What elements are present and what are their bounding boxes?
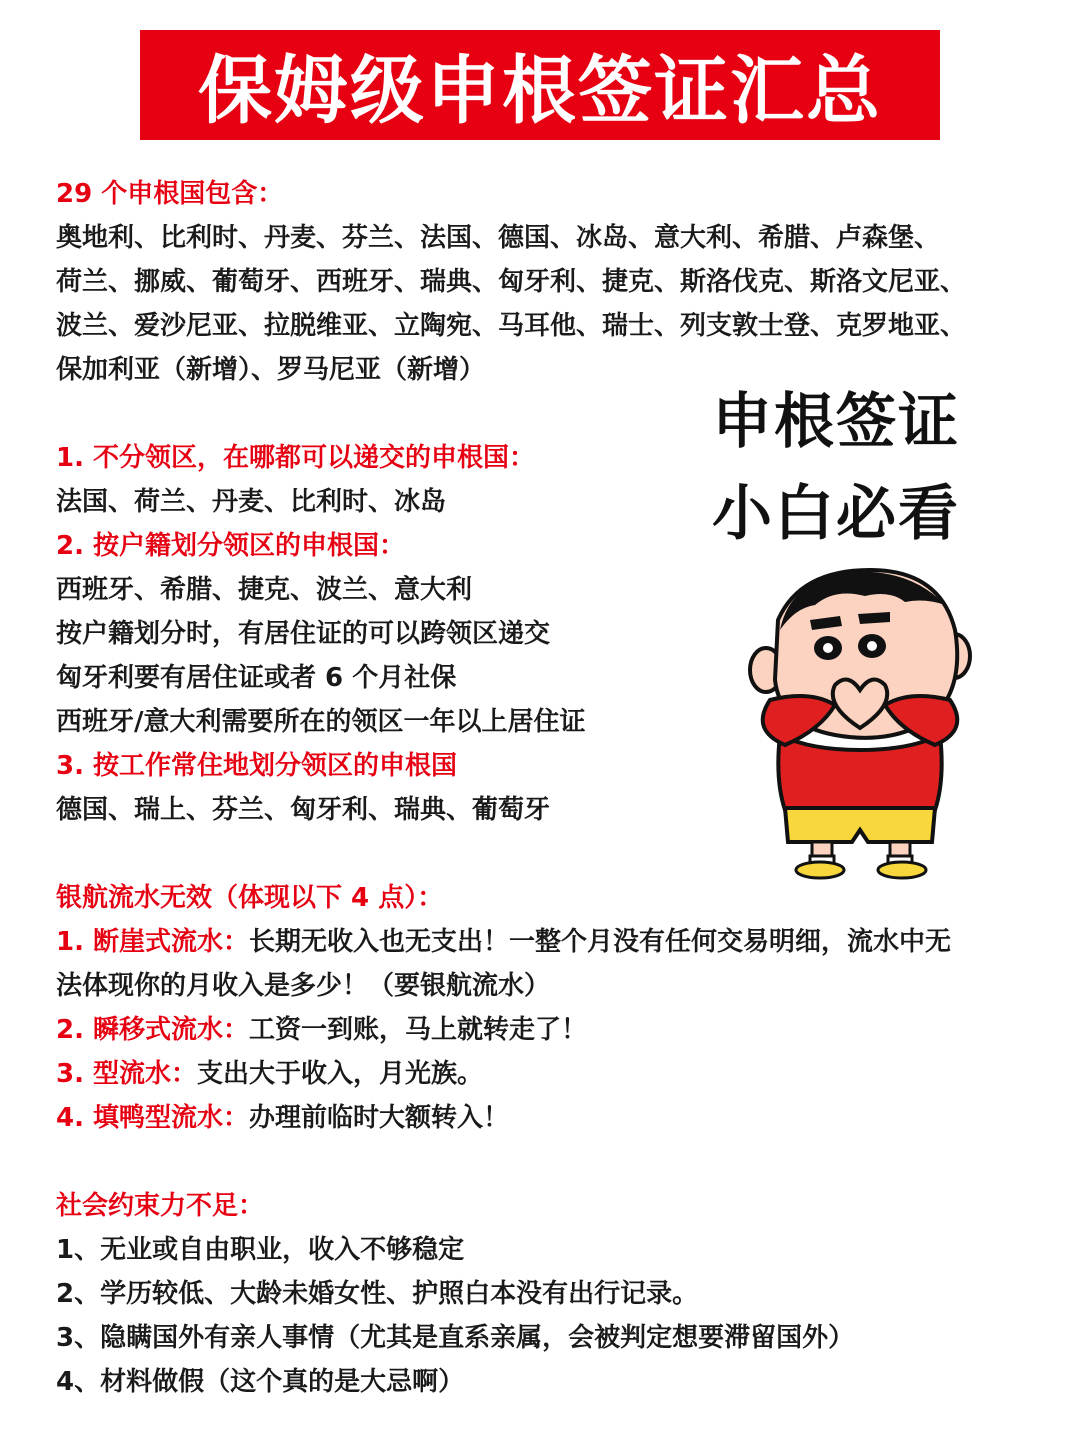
page-title: 保姆级申根签证汇总 [198,48,882,134]
bank-item [56,1008,587,1052]
cartoon-boy-illustration [740,560,980,880]
bank-item [56,964,550,1008]
bank-item-label: 1. 断崖式流水： [56,927,250,957]
bank-item [56,1052,483,1096]
countries-line: 波兰、爱沙尼亚、拉脱维亚、立陶宛、马耳他、瑞士、列支敦士登、克罗地亚、 [56,311,967,341]
consular-text-1: 法国、荷兰、丹麦、比利时、冰岛 [56,487,447,517]
bank-heading: 银航流水无效（体现以下 4 点）： [56,883,444,913]
bank-item-text: 长期无收入也无支出！一整个月没有任何交易明细，流水中无 [249,927,952,957]
countries-line: 荷兰、挪威、葡萄牙、西班牙、瑞典、匈牙利、捷克、斯洛伐克、斯洛文尼亚、 [56,267,967,297]
bank-item-text: 办理前临时大额转入！ [249,1103,510,1133]
countries-line: 奥地利、比利时、丹麦、芬兰、法国、德国、冰岛、意大利、希腊、卢森堡、 [56,223,941,253]
bank-item-text: 支出大于收入，月光族。 [197,1059,484,1089]
consular-heading-1: 1. 不分领区，在哪都可以递交的申根国： [56,443,536,473]
countries-line: 保加利亚（新增）、罗马尼亚（新增） [56,355,486,385]
bank-item-text: 工资一到账，马上就转走了！ [249,1015,588,1045]
social-item: 2、学历较低、大龄未婚女性、护照白本没有出行记录。 [56,1279,699,1309]
social-heading: 社会约束力不足： [56,1191,265,1221]
consular-heading-3: 3. 按工作常住地划分领区的申根国 [56,751,458,781]
social-item: 3、隐瞒国外有亲人事情（尤其是直系亲属，会被判定想要滞留国外） [56,1323,855,1353]
slogan-line-2: 小白必看 [712,479,960,549]
social-item: 1、无业或自由职业，收入不够稳定 [56,1235,465,1265]
bank-item [56,1096,509,1140]
bank-item-label: 3. 型流水： [56,1059,198,1089]
bank-item-text: 法体现你的月收入是多少！（要银航流水） [56,971,551,1001]
consular-text-2: 按户籍划分时，有居住证的可以跨领区递交 [56,619,551,649]
consular-text-2: 西班牙、希腊、捷克、波兰、意大利 [56,575,473,605]
title-banner [140,30,940,140]
consular-text-3: 德国、瑞上、芬兰、匈牙利、瑞典、葡萄牙 [56,795,551,825]
bank-item-label: 2. 瞬移式流水： [56,1015,250,1045]
countries-heading: 29 个申根国包含： [56,179,284,209]
consular-text-2: 西班牙/意大利需要所在的领区一年以上居住证 [56,707,586,737]
consular-heading-2: 2. 按户籍划分领区的申根国： [56,531,406,561]
consular-text-2: 匈牙利要有居住证或者 6 个月社保 [56,663,457,693]
bank-item [56,920,951,964]
slogan-line-1: 申根签证 [712,387,960,457]
social-item: 4、材料做假（这个真的是大忌啊） [56,1367,465,1397]
bank-item-label: 4. 填鸭型流水： [56,1103,250,1133]
